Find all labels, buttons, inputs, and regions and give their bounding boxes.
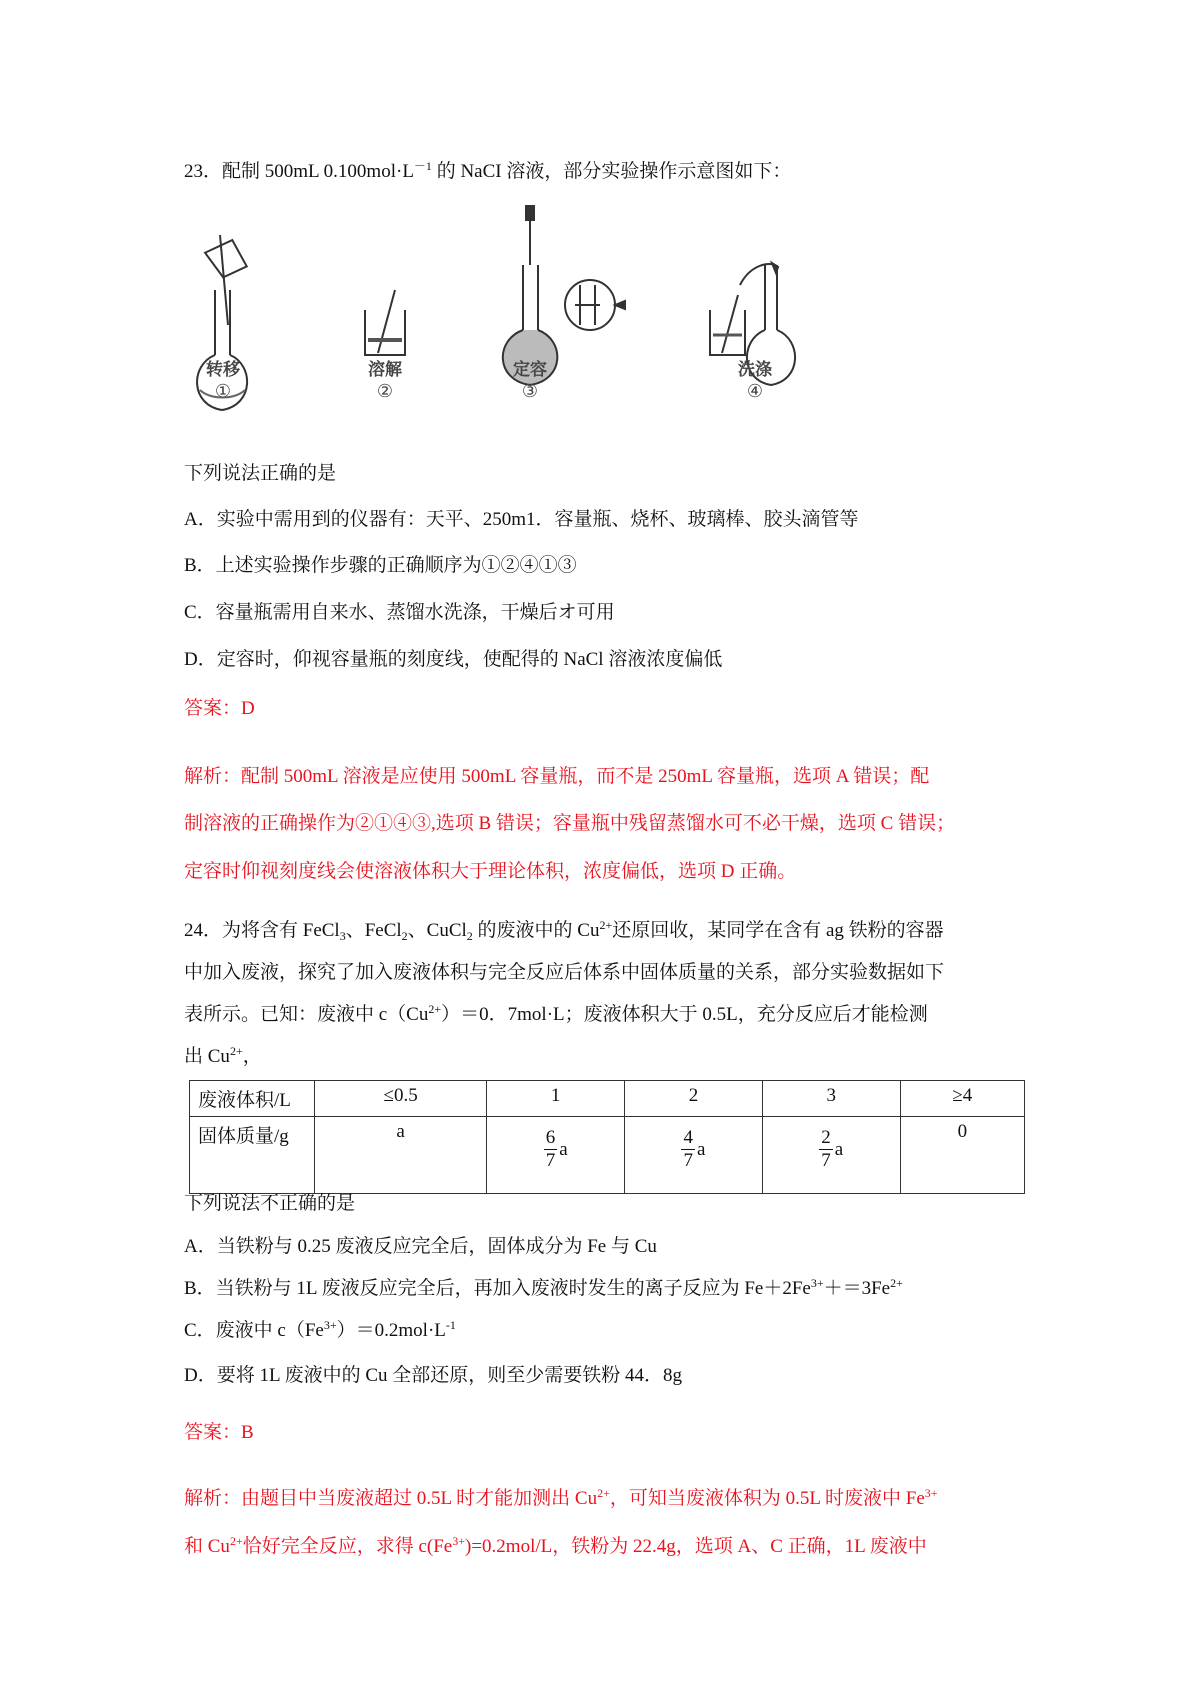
q23-stem bbox=[184, 160, 791, 184]
q24-stem-line-4: 出 $Cu^{2+}$， bbox=[184, 1044, 262, 1067]
q23-option-a: A．实验中需用到的仪器有：天平、250m1．容量瓶、烧杯、玻璃棒、胶头滴管等 bbox=[184, 509, 859, 530]
step-label: 定容 bbox=[513, 360, 547, 379]
q23-analysis-line: 制溶液的正确操作为②①④③,选项 B 错误；容量瓶中残留蒸馏水可不必干燥，选项 C 错误； bbox=[184, 813, 956, 834]
q24-stem-line-1: 24．为将含有 FeCl$_3$、FeCl$_2$、CuCl$_2$ 的废液中的 $Cu^{2+}$还原回收，某同学在含有 ag 铁粉的容器 bbox=[184, 918, 944, 943]
q24-stem-line-2: 中加入废液，探究了加入废液体积与完全反应后体系中固体质量的关系，部分实验数据如下 bbox=[184, 962, 945, 983]
table-cell: 2 bbox=[625, 1081, 763, 1117]
table-row bbox=[190, 1117, 1025, 1194]
step-label: 溶解 bbox=[368, 360, 402, 379]
q24-option-d: D．要将 1L 废液中的 Cu 全部还原，则至少需要铁粉 44．8g bbox=[184, 1365, 683, 1386]
q24-data-table bbox=[189, 1080, 1025, 1194]
step-label: 转移 bbox=[206, 360, 240, 379]
q23-stem-text: 23．配制 500mL 0.100mol·L bbox=[184, 161, 414, 182]
step-number: ④ bbox=[746, 381, 764, 401]
q23-analysis-line: 定容时仰视刻度线会使溶液体积大于理论体积，浓度偏低，选项 D 正确。 bbox=[184, 861, 797, 882]
q23-option-c: C．容量瓶需用自来水、蒸馏水洗涤，干燥后オ可用 bbox=[184, 602, 615, 623]
q23-option-d: D．定容时，仰视容量瓶的刻度线，使配得的 NaCl 溶液浓度偏低 bbox=[184, 649, 723, 670]
q24-option-a: A．当铁粉与 0.25 废液反应完全后，固体成分为 Fe 与 Cu bbox=[184, 1236, 657, 1257]
q23-prompt: 下列说法正确的是 bbox=[184, 463, 337, 484]
q23-analysis-line: 解析：配制 500mL 溶液是应使用 500mL 容量瓶，而不是 250mL 容量瓶，选项 A 错误；配 bbox=[184, 766, 930, 787]
q23-answer: 答案：D bbox=[184, 698, 255, 719]
q24-option-c: C．废液中 $c(Fe^{3+})=0.2mol\cdot L^{-1}$ bbox=[184, 1318, 456, 1341]
table-cell-fraction: $\frac{6}{7}$ a bbox=[487, 1117, 625, 1194]
table-cell: ≥4 bbox=[900, 1081, 1024, 1117]
q24-analysis-line-1: 解析：由题目中当废液超过 0.5L 时才能加测出 $Cu^{2+}$，可知当废液体积为 0.5L 时废液中 $Fe^{3+}$ bbox=[184, 1486, 938, 1509]
table-cell: 1 bbox=[487, 1081, 625, 1117]
table-cell: 3 bbox=[762, 1081, 900, 1117]
q24-prompt: 下列说法不正确的是 bbox=[184, 1193, 356, 1214]
table-header-cell: 废液体积/L bbox=[190, 1081, 315, 1117]
step-number: ① bbox=[214, 381, 232, 401]
step-number: ② bbox=[376, 381, 394, 401]
table-cell: ≤0.5 bbox=[315, 1081, 487, 1117]
table-header-cell: 固体质量/g bbox=[190, 1117, 315, 1194]
q23-experiment-figure bbox=[180, 205, 860, 435]
q24-analysis-line-2: 和 $Cu^{2+}$恰好完全反应，求得 $c(Fe^{3+})=0.2mol/L$，铁粉为 22.4g，选项 A、C 正确，1L 废液中 bbox=[184, 1534, 927, 1557]
q24-option-b: B．当铁粉与 1L 废液反应完全后，再加入废液时发生的离子反应为 $Fe+2Fe^{3+}+=3Fe^{2+}$ bbox=[184, 1276, 903, 1299]
table-cell: 0 bbox=[900, 1117, 1024, 1194]
step-label: 洗涤 bbox=[738, 360, 772, 379]
q23-stem-sup: －1 bbox=[413, 159, 432, 173]
table-cell-fraction: $\frac{4}{7}$ a bbox=[625, 1117, 763, 1194]
step-number: ③ bbox=[521, 381, 539, 401]
table-cell-fraction: $\frac{2}{7}$ a bbox=[762, 1117, 900, 1194]
q23-option-b: B．上述实验操作步骤的正确顺序为①②④①③ bbox=[184, 555, 577, 576]
q24-stem-line-3: 表所示。已知：废液中 $c(Cu^{2+})=0$．7mol·L；废液体积大于 0.5L，充分反应后才能检测 bbox=[184, 1002, 928, 1025]
q23-stem-text-2: 的 NaCI 溶液，部分实验操作示意图如下： bbox=[431, 161, 792, 182]
q24-answer: 答案：B bbox=[184, 1422, 254, 1443]
table-row bbox=[190, 1081, 1025, 1117]
table-cell: a bbox=[315, 1117, 487, 1194]
